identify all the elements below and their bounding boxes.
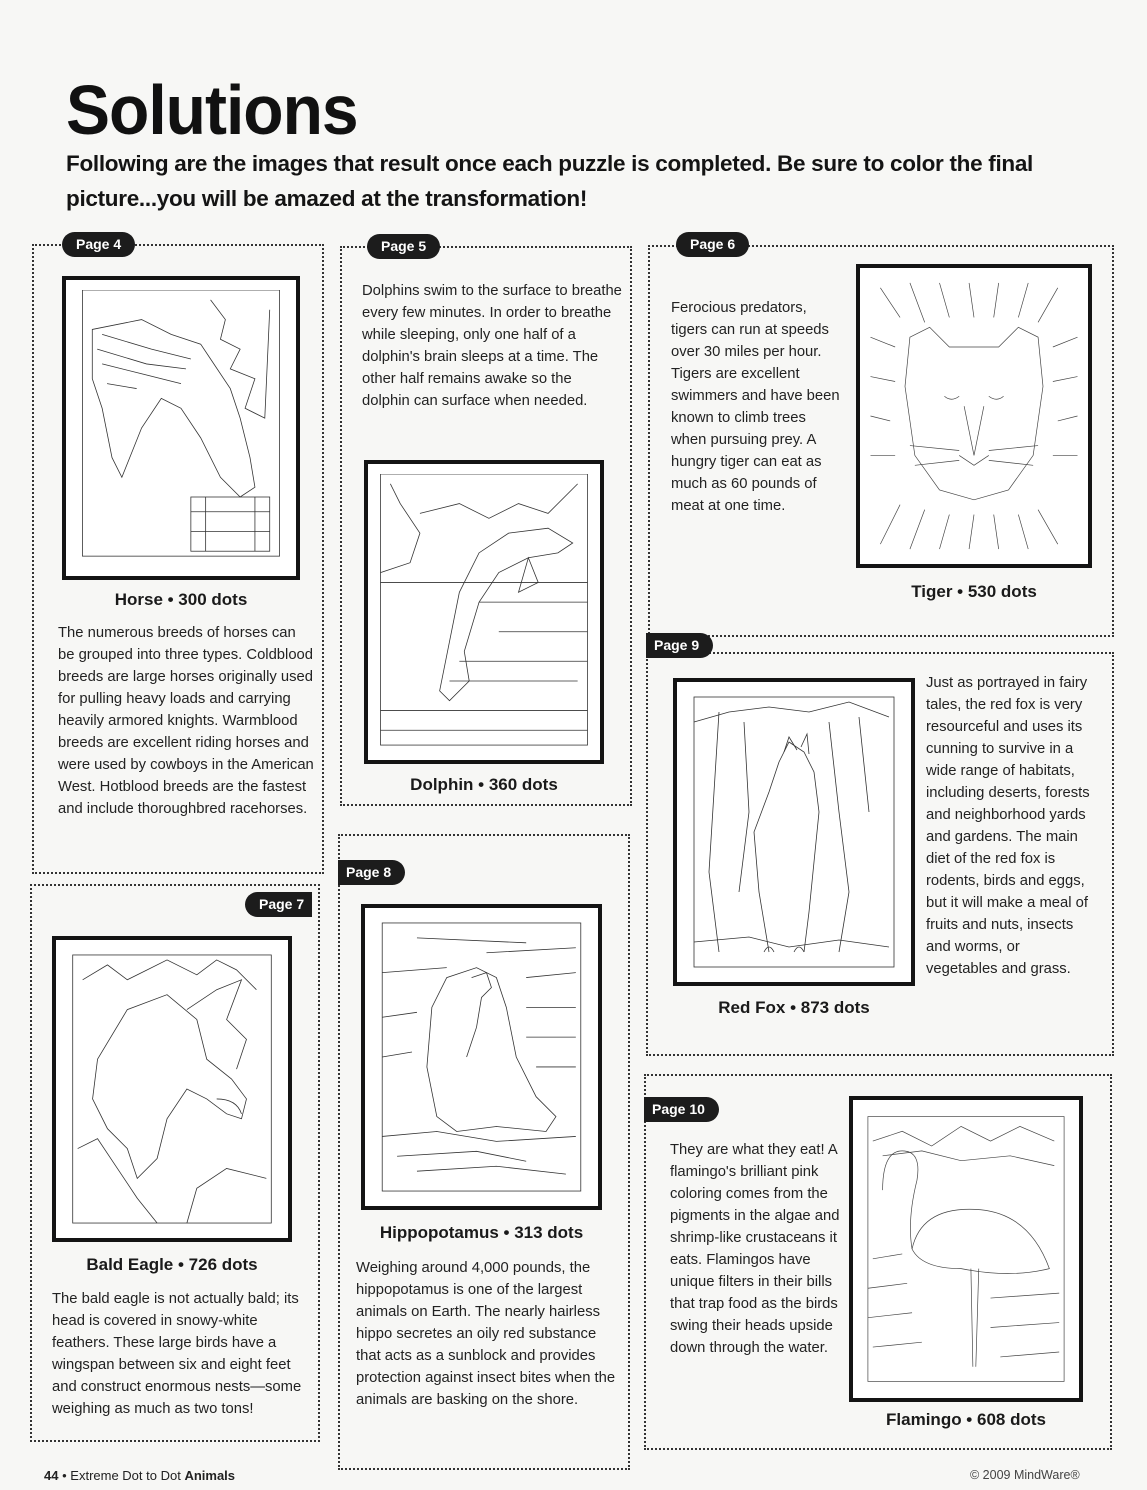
intro-text: Following are the images that result once each puzzle is completed. Be sure to color the final picture...you will be amazed at the transformation!	[66, 151, 1034, 211]
caption-horse: Horse • 300 dots	[114, 590, 248, 609]
page-badge-bald-eagle: Page 7	[245, 892, 312, 917]
footer-book-title: Extreme Dot to Dot	[70, 1468, 181, 1483]
description-horse: The numerous breeds of horses can be grouped into three types. Coldblood breeds are large horses originally used for pulling heavy loads and carrying heavily armored knights. Warmblood breeds are excellent riding horses and were used by cowboys in the American West. Hotblood breeds are the fastest and include thoroughbred racehorses.	[58, 625, 314, 817]
page-badge-dolphin: Page 5	[367, 234, 440, 259]
footer-book-info	[44, 1468, 235, 1483]
caption-dolphin: Dolphin • 360 dots	[410, 775, 558, 794]
page-badge-hippopotamus: Page 8	[338, 860, 405, 885]
page-badge-red-fox: Page 9	[646, 633, 713, 658]
description-hippopotamus: Weighing around 4,000 pounds, the hippopotamus is one of the largest animals on Earth. The nearly hairless hippo secretes an oily red substance that acts as a sunblock and provides protection against insect bites when the animals are basking on the shore.	[356, 1260, 616, 1408]
image-bald-eagle	[52, 936, 292, 1242]
hippo-illustration-icon	[375, 918, 588, 1196]
image-red-fox	[673, 678, 915, 986]
caption-bald-eagle: Bald Eagle • 726 dots	[86, 1255, 258, 1274]
description-red-fox: Just as portrayed in fairy tales, the red fox is very resourceful and uses its cunning to survive in a wide range of habitats, including deserts, forests and neighborhood yards and gardens. The main diet of the red fox is rodents, birds and eggs, but it will make a meal of fruits and nuts, insects and worms, or vegetables and grass.	[926, 675, 1090, 977]
page-badge-tiger: Page 6	[676, 232, 749, 257]
flamingo-illustration-icon	[863, 1110, 1069, 1388]
dolphin-illustration-icon	[378, 474, 590, 750]
caption-tiger: Tiger • 530 dots	[911, 582, 1037, 601]
image-tiger	[856, 264, 1092, 568]
page-badge-flamingo: Page 10	[644, 1097, 719, 1122]
footer-page-number: 44	[44, 1468, 59, 1483]
footer-copyright: © 2009 MindWare®	[970, 1468, 1080, 1482]
description-bald-eagle: The bald eagle is not actually bald; its head is covered in snowy-white feathers. These large birds have a wingspan between six and eight feet and construct enormous nests—some weighing as much as two tons!	[52, 1291, 302, 1417]
image-dolphin	[364, 460, 604, 764]
image-hippopotamus	[361, 904, 602, 1210]
description-dolphin: Dolphins swim to the surface to breathe every few minutes. In order to breathe while sleeping, only one half of a dolphin's brain sleeps at a time. The other half remains awake so the dolphin can surface when needed.	[362, 283, 622, 409]
fox-illustration-icon	[687, 692, 901, 972]
page-badge-horse: Page 4	[62, 232, 135, 257]
tiger-illustration-icon	[870, 278, 1078, 554]
horse-illustration-icon	[76, 290, 286, 566]
image-horse	[62, 276, 300, 580]
caption-hippopotamus: Hippopotamus • 313 dots	[379, 1223, 584, 1242]
caption-red-fox: Red Fox • 873 dots	[718, 998, 870, 1017]
description-flamingo: They are what they eat! A flamingo's brilliant pink coloring comes from the pigments in the algae and shrimp-like crustaceans it eats. Flamingos have unique filters in their bills that trap food as the birds swing their heads upside down through the water.	[670, 1142, 840, 1356]
image-flamingo	[849, 1096, 1083, 1402]
eagle-illustration-icon	[66, 950, 278, 1228]
description-tiger: Ferocious predators, tigers can run at speeds over 30 miles per hour. Tigers are excellent swimmers and have been known to climb trees when pursuing prey. A hungry tiger can eat as much as 60 pounds of meat at one time.	[671, 300, 840, 514]
caption-flamingo: Flamingo • 608 dots	[886, 1410, 1046, 1429]
page-title: Solutions	[66, 71, 358, 149]
footer-book-subtitle: Animals	[184, 1468, 236, 1483]
footer-separator: •	[62, 1468, 67, 1483]
